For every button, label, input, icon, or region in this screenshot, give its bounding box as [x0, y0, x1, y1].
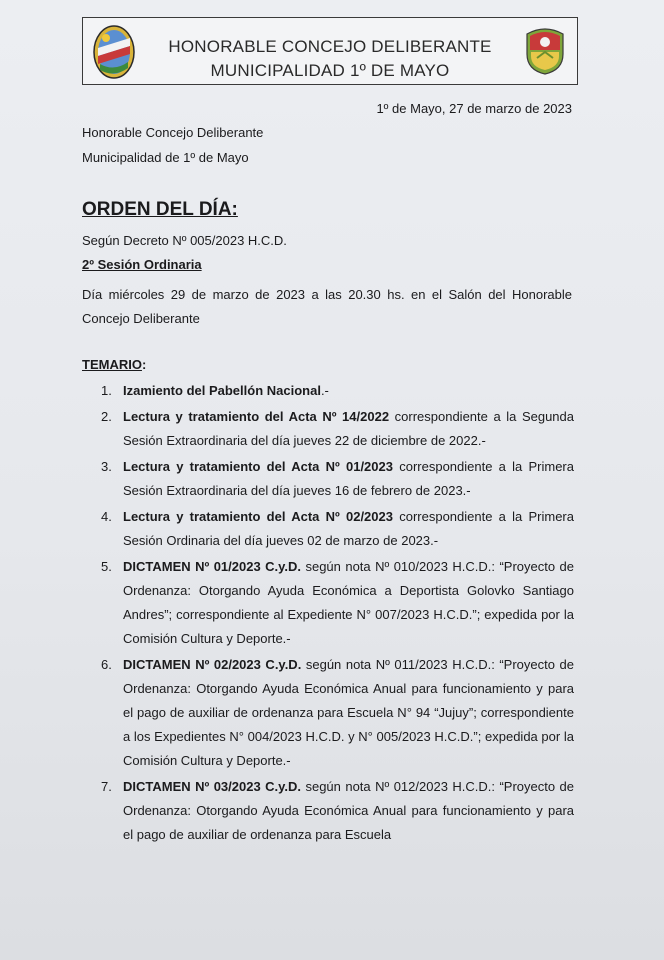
agenda-heading [82, 357, 146, 372]
agenda-item [82, 653, 574, 773]
agenda-item-text: según nota Nº 011/2023 H.C.D.: “Proyecto de Ordenanza: Otorgando Ayuda Económica Anual para funcionamiento y para el pago de auxiliar de ordenanza para Escuela N° 94 “Jujuy”; correspondiente a los Expedientes N° 004/2023 H.C.D. y N° 005/2023 H.C.D.”; expedida por la Comisión Cultura y Deporte.- [123, 657, 574, 768]
agenda-item-number: 6. [101, 657, 112, 672]
agenda-item-text: .- [320, 383, 329, 398]
agenda-item-title: DICTAMEN Nº 01/2023 C.y.D. [123, 559, 302, 574]
agenda-item-text: según nota Nº 010/2023 H.C.D.: “Proyecto de Ordenanza: Otorgando Ayuda Económica a Deportista Golovko Santiago Andres”; correspondiente al Expediente N° 007/2023 H.C.D.”; expedida por la Comisión Cultura y Deporte.- [123, 559, 574, 646]
agenda-item-title: Lectura y tratamiento del Acta Nº 02/2023 [123, 509, 393, 524]
agenda-item [82, 555, 574, 651]
agenda-item [82, 405, 574, 453]
letterhead-title-line1: HONORABLE CONCEJO DELIBERANTE [168, 37, 492, 56]
agenda-item-title: Lectura y tratamiento del Acta Nº 14/2022 [123, 409, 390, 424]
decree-reference: Según Decreto Nº 005/2023 H.C.D. [82, 233, 287, 248]
agenda-item-number: 7. [101, 779, 112, 794]
agenda-heading-colon: : [141, 357, 147, 372]
agenda-item-text: correspondiente a la Segunda Sesión Extraordinaria del día jueves 22 de diciembre de 2022.- [123, 409, 574, 448]
agenda-item-number: 2. [101, 409, 112, 424]
addressee-line-2: Municipalidad de 1º de Mayo [82, 150, 249, 165]
agenda-heading-text: TEMARIO [82, 357, 142, 372]
agenda-item [82, 379, 574, 403]
letterhead-title-line2: MUNICIPALIDAD 1º DE MAYO [210, 61, 450, 80]
agenda-item [82, 505, 574, 553]
agenda-item [82, 455, 574, 503]
provincial-shield-icon [523, 24, 567, 76]
addressee-line-1: Honorable Concejo Deliberante [82, 125, 264, 140]
agenda-item-text: correspondiente a la Primera Sesión Extraordinaria del día jueves 16 de febrero de 2023.- [123, 459, 574, 498]
agenda-item-title: Lectura y tratamiento del Acta Nº 01/2023 [123, 459, 393, 474]
letterhead-title [83, 35, 577, 83]
document-heading: ORDEN DEL DÍA: [82, 199, 238, 220]
agenda-list [82, 379, 574, 849]
agenda-item-text: según nota Nº 012/2023 H.C.D.: “Proyecto de Ordenanza: Otorgando Ayuda Económica Anual para funcionamiento y para el pago de auxiliar de ordenanza para Escuela [123, 779, 574, 842]
agenda-item-number: 1. [101, 383, 112, 398]
agenda-item-title: Izamiento del Pabellón Nacional [123, 383, 321, 398]
agenda-item-number: 5. [101, 559, 112, 574]
agenda-item-number: 4. [101, 509, 112, 524]
agenda-item [82, 775, 574, 847]
letter-date: 1º de Mayo, 27 de marzo de 2023 [376, 101, 572, 116]
agenda-item-text: correspondiente a la Primera Sesión Ordinaria del día jueves 02 de marzo de 2023.- [123, 509, 574, 548]
agenda-item-title: DICTAMEN Nº 03/2023 C.y.D. [123, 779, 302, 794]
session-datetime: Día miércoles 29 de marzo de 2023 a las 20.30 hs. en el Salón del Honorable Concejo Deliberante [82, 287, 572, 326]
session-title: 2º Sesión Ordinaria [82, 257, 202, 272]
agenda-item-number: 3. [101, 459, 112, 474]
agenda-item-title: DICTAMEN Nº 02/2023 C.y.D. [123, 657, 302, 672]
letterhead [82, 17, 578, 85]
